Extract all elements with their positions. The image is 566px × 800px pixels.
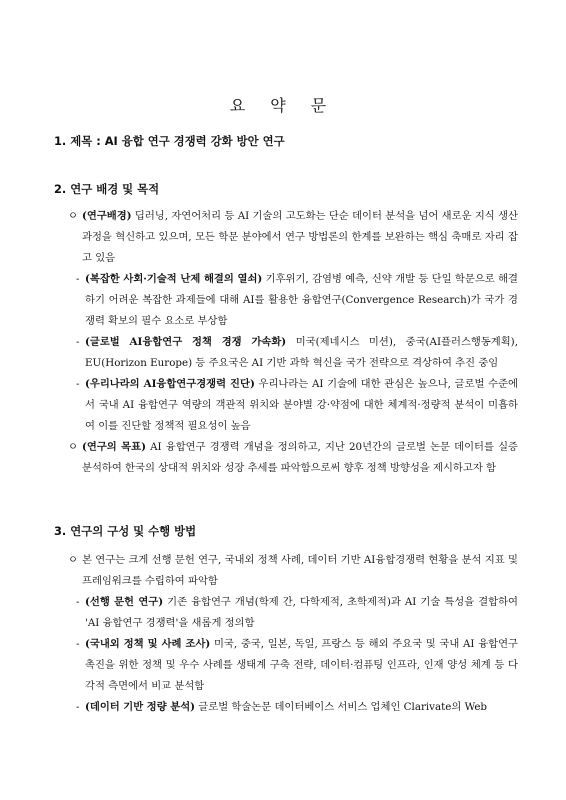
dash-marker: -: [76, 638, 80, 650]
item-text: 기존 융합연구 개념(학제 간, 다학제적, 초학제적)과 AI 기술 특성을 결합하여 'AI 융합연구 경쟁력'을 새롭게 정의함: [85, 596, 518, 629]
paragraph-global-policy: [76, 332, 518, 374]
item-label: (데이터 기반 정량 분석): [85, 701, 196, 713]
item-label: (복잡한 사회·기술적 난제 해결의 열쇠): [85, 273, 263, 285]
dash-marker: -: [76, 701, 80, 713]
item-label: (연구의 목표): [82, 441, 146, 453]
dash-marker: -: [76, 378, 80, 390]
paragraph-policy-survey: [76, 634, 518, 697]
item-text: 우리나라는 AI 기술에 대한 관심은 높으나, 글로벌 수준에서 국내 AI 융합연구 역량의 객관적 위치와 분야별 강·약점에 대한 체계적·정량적 분석이 미흡하여 이를 진단할 정책적 필요성이 높음: [85, 378, 518, 432]
item-text: 글로벌 학술논문 데이터베이스 서비스 업체인 Clarivate의 Web: [195, 701, 488, 713]
page-title: 요 약 문: [229, 96, 337, 115]
item-label: (글로벌 AI융합연구 정책 경쟁 가속화): [85, 336, 287, 348]
item-text: 본 연구는 크게 선행 문헌 연구, 국내외 정책 사례, 데이터 기반 AI융합경쟁력 현황을 분석 지표 및 프레임워크를 수립하여 파악함: [82, 554, 518, 587]
paragraph-quantitative-analysis: [76, 697, 518, 718]
paragraph-research-goal: [68, 437, 518, 479]
item-text: 딥러닝, 자연어처리 등 AI 기술의 고도화는 단순 데이터 분석을 넘어 새로운 지식 생산 과정을 혁신하고 있으며, 모든 학문 분야에서 연구 방법론의 한계를 보완하는 핵심 축매로 자리 잡고 있음: [82, 210, 518, 264]
bullet-marker: ㅇ: [68, 210, 78, 222]
dash-marker: -: [76, 273, 80, 285]
paragraph-research-background: [68, 206, 518, 269]
dash-marker: -: [76, 596, 80, 608]
item-text: 기후위기, 감염병 예측, 신약 개발 등 단일 학문으로 해결하기 어려운 복잡한 과제들에 대해 AI를 활용한 융합연구(Convergence Research)가 국가 경쟁력 확보의 필수 요소로 부상함: [85, 273, 518, 327]
section-heading-1: 1. 제목 : AI 융합 연구 경쟁력 강화 방안 연구: [54, 134, 285, 148]
paragraph-complex-problems: [76, 269, 518, 332]
section-heading-3: 3. 연구의 구성 및 수행 방법: [54, 524, 197, 538]
item-label: (연구배경): [82, 210, 132, 222]
paragraph-literature-review: [76, 592, 518, 634]
bullet-marker: ㅇ: [68, 554, 78, 566]
item-text: 미국(제네시스 미션), 중국(AI플러스행동계획), EU(Horizon Europe) 등 주요국은 AI 기반 과학 혁신을 국가 전략으로 격상하여 추진 중임: [85, 336, 518, 369]
item-label: (우리나라의 AI융합연구경쟁력 진단): [85, 378, 255, 390]
paragraph-composition-overview: [68, 550, 518, 592]
bullet-marker: ㅇ: [68, 441, 78, 453]
item-label: (선행 문헌 연구): [85, 596, 164, 608]
paragraph-korea-diagnosis: [76, 374, 518, 437]
dash-marker: -: [76, 336, 80, 348]
item-text: 미국, 중국, 일본, 독일, 프랑스 등 해외 주요국 및 국내 AI 융합연구 촉진을 위한 정책 및 우수 사례를 생태계 구축 전략, 데이터·컴퓨팅 인프라, 인재 양성 체계 등 다각적 측면에서 비교 분석함: [85, 638, 518, 692]
item-label: (국내외 정책 및 사례 조사): [85, 638, 211, 650]
item-text: AI 융합연구 경쟁력 개념을 정의하고, 지난 20년간의 글로벌 논문 데이터를 실증 분석하여 한국의 상대적 위치와 성장 추세를 파악함으로써 향후 정책 방향성을 제시하고자 함: [82, 441, 518, 474]
section-heading-2: 2. 연구 배경 및 목적: [54, 182, 160, 196]
